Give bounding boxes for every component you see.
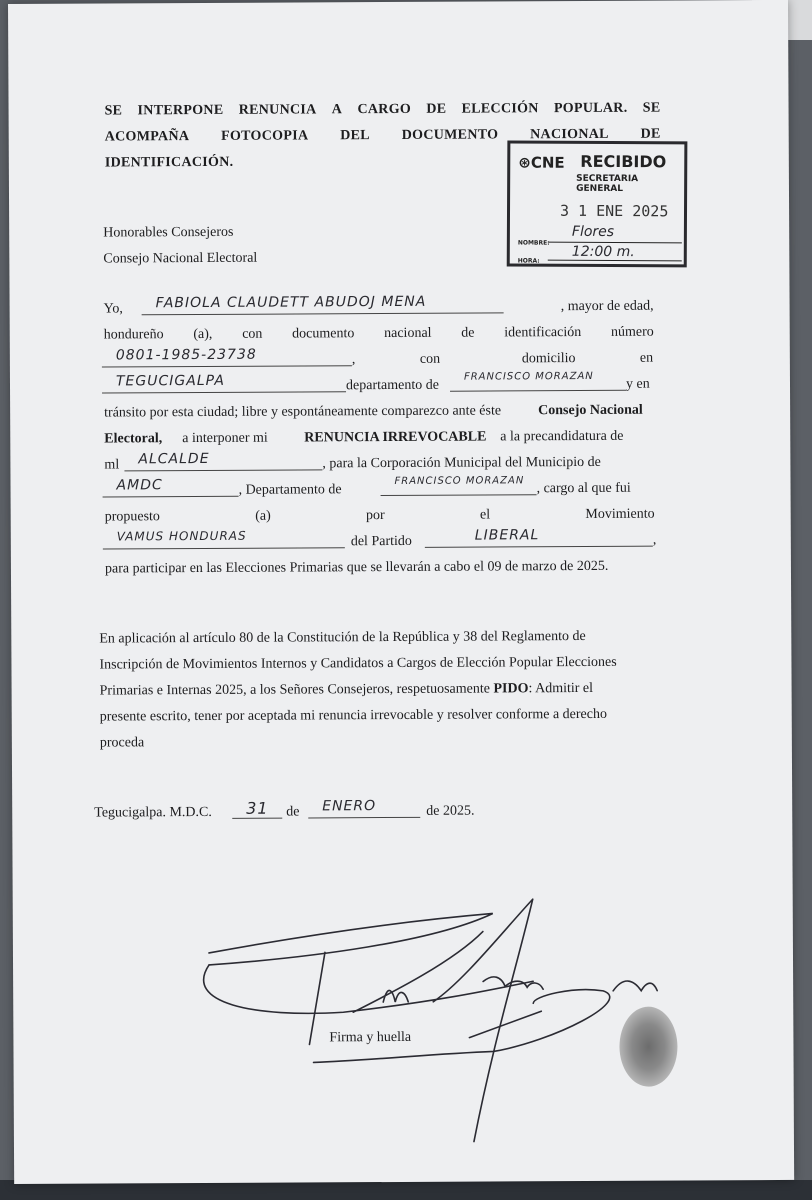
- header-line-1-word: RENUNCIA: [238, 102, 317, 118]
- body-propuesto-word: Movimiento: [585, 506, 655, 522]
- body-para-participar: para participar en las Elecciones Primarias que se llevarán a cabo el 09 de marzo de 2025.: [104, 558, 609, 577]
- id-number-field: 0801-1985-23738: [102, 346, 352, 367]
- body-con: con: [419, 351, 441, 367]
- body-a-la-precandidatura: a la precandidatura de: [500, 428, 624, 445]
- paragraph2-line-3-start: Primarias e Internas 2025, a los Señores Consejeros, respetuosamente: [99, 681, 490, 699]
- dateline-month-field: ENERO: [308, 798, 420, 819]
- body-hondureno-word: nacional: [384, 325, 432, 342]
- addressee-line-2: Consejo Nacional Electoral: [103, 250, 258, 267]
- paragraph2-line-4: presente escrito, tener por aceptada mi renuncia irrevocable y resolver conforme a derecho: [99, 706, 608, 725]
- department-field: FRANCISCO MORAZAN: [450, 371, 626, 392]
- signature-label: Firma y huella: [329, 1029, 412, 1046]
- dateline-year: de 2025.: [426, 803, 475, 819]
- stamp-name-label: NOMBRE:: [517, 239, 550, 247]
- body-electoral: Electoral,: [104, 431, 163, 447]
- body-hondureno-word: con: [242, 326, 263, 342]
- body-departamento-de: departamento de: [345, 377, 439, 394]
- header-line-1-word: POPULAR.: [553, 100, 628, 117]
- position-field: ALCALDE: [124, 450, 322, 471]
- body-propuesto-word: por: [366, 508, 385, 524]
- handwritten-signature: [8, 0, 794, 1184]
- paragraph2-line-5: proceda: [99, 735, 145, 751]
- body-ml: ml: [104, 457, 120, 473]
- header-line-3-text: IDENTIFICACIÓN.: [104, 154, 234, 171]
- header-line-1-word: A: [331, 102, 343, 118]
- body-yo: Yo,: [103, 301, 123, 317]
- header-line-2-word: NACIONAL: [530, 126, 609, 143]
- paragraph2-line-3-end: : Admitir el: [528, 680, 594, 697]
- body-hondureno-word: de: [461, 325, 475, 341]
- dateline-place: Tegucigalpa. M.D.C.: [94, 804, 212, 821]
- body-hondureno-word: (a),: [193, 326, 213, 343]
- header-line-2-word: DE: [640, 126, 661, 142]
- body-hondureno-word: número: [610, 324, 654, 340]
- document-page: [8, 0, 794, 1184]
- body-y-en: y en: [625, 376, 650, 392]
- header-line-2-word: ACOMPAÑA: [104, 129, 190, 145]
- stamp-date: 3 1 ENE 2025: [559, 201, 669, 221]
- body-end-comma: ,: [652, 532, 657, 548]
- movement-field: VAMUS HONDURAS: [103, 528, 345, 549]
- header-line-1-word: ELECCIÓN: [461, 101, 539, 117]
- stamp-time-label: HORA:: [517, 257, 540, 265]
- stamp-subtitle: SECRETARIA GENERAL: [576, 173, 639, 195]
- body-propuesto-word: propuesto: [104, 509, 160, 525]
- body-hondureno-word: documento: [292, 326, 355, 342]
- department-field-2: FRANCISCO MORAZAN: [380, 475, 536, 496]
- body-propuesto-word: el: [479, 507, 491, 523]
- body-hondureno-word: hondureño: [103, 327, 164, 343]
- header-line-2-word: DEL: [340, 128, 370, 144]
- body-en: en: [639, 350, 654, 366]
- body-para-la-corporacion: , para la Corporación Municipal del Municipio de: [322, 454, 601, 472]
- body-renuncia-irrevocable: RENUNCIA IRREVOCABLE: [304, 429, 487, 446]
- header-line-1-word: SE: [104, 103, 123, 119]
- header-line-1-word: CARGO: [357, 101, 412, 118]
- body-del-partido: del Partido: [350, 533, 412, 550]
- body-propuesto-word: (a): [255, 508, 271, 524]
- body-a-interponer: a interponer mi: [182, 430, 268, 447]
- municipality-field: AMDC: [102, 477, 238, 498]
- paragraph2-pido: PIDO: [493, 681, 529, 697]
- header-line-1-word: SE: [642, 100, 661, 116]
- header-line-2-word: DOCUMENTO: [401, 127, 499, 143]
- city-field: TEGUCIGALPA: [102, 372, 346, 393]
- body-transito: tránsito por esta ciudad; libre y espontáneamente comparezco ante éste: [104, 403, 502, 421]
- body-cargo: , cargo al que fui: [536, 480, 631, 497]
- body-comma: ,: [351, 352, 356, 368]
- header-line-2-word: FOTOCOPIA: [221, 128, 309, 144]
- stamp-name-value: Flores: [571, 223, 615, 241]
- fingerprint: [619, 1007, 677, 1087]
- stamp-time-value: 12:00 m.: [571, 243, 635, 261]
- body-mayor-de-edad: , mayor de edad,: [560, 298, 654, 315]
- stamp-title: RECIBIDO: [580, 151, 667, 172]
- cne-logo: ⊛CNE: [518, 153, 565, 172]
- paragraph2-line-1: En aplicación al artículo 80 de la Constitución de la República y 38 del Reglamento de: [99, 628, 586, 647]
- body-consejo-nacional: Consejo Nacional: [538, 402, 643, 419]
- body-hondureno-word: identificación: [504, 325, 582, 341]
- dateline-day-field: 31: [232, 799, 282, 819]
- header-line-1-word: DE: [426, 101, 447, 117]
- addressee-line-1: Honorables Consejeros: [103, 224, 234, 241]
- body-domicilio: domicilio: [521, 351, 576, 367]
- dateline-de: de: [286, 804, 300, 820]
- body-departamento-de-2: , Departamento de: [238, 482, 342, 498]
- paragraph2-line-2: Inscripción de Movimientos Internos y Candidatos a Cargos de Elección Popular Elecciones: [99, 654, 617, 673]
- header-line-1-word: INTERPONE: [137, 102, 224, 119]
- applicant-name-field: FABIOLA CLAUDETT ABUDOJ MENA: [142, 293, 504, 315]
- party-field: LIBERAL: [425, 527, 653, 548]
